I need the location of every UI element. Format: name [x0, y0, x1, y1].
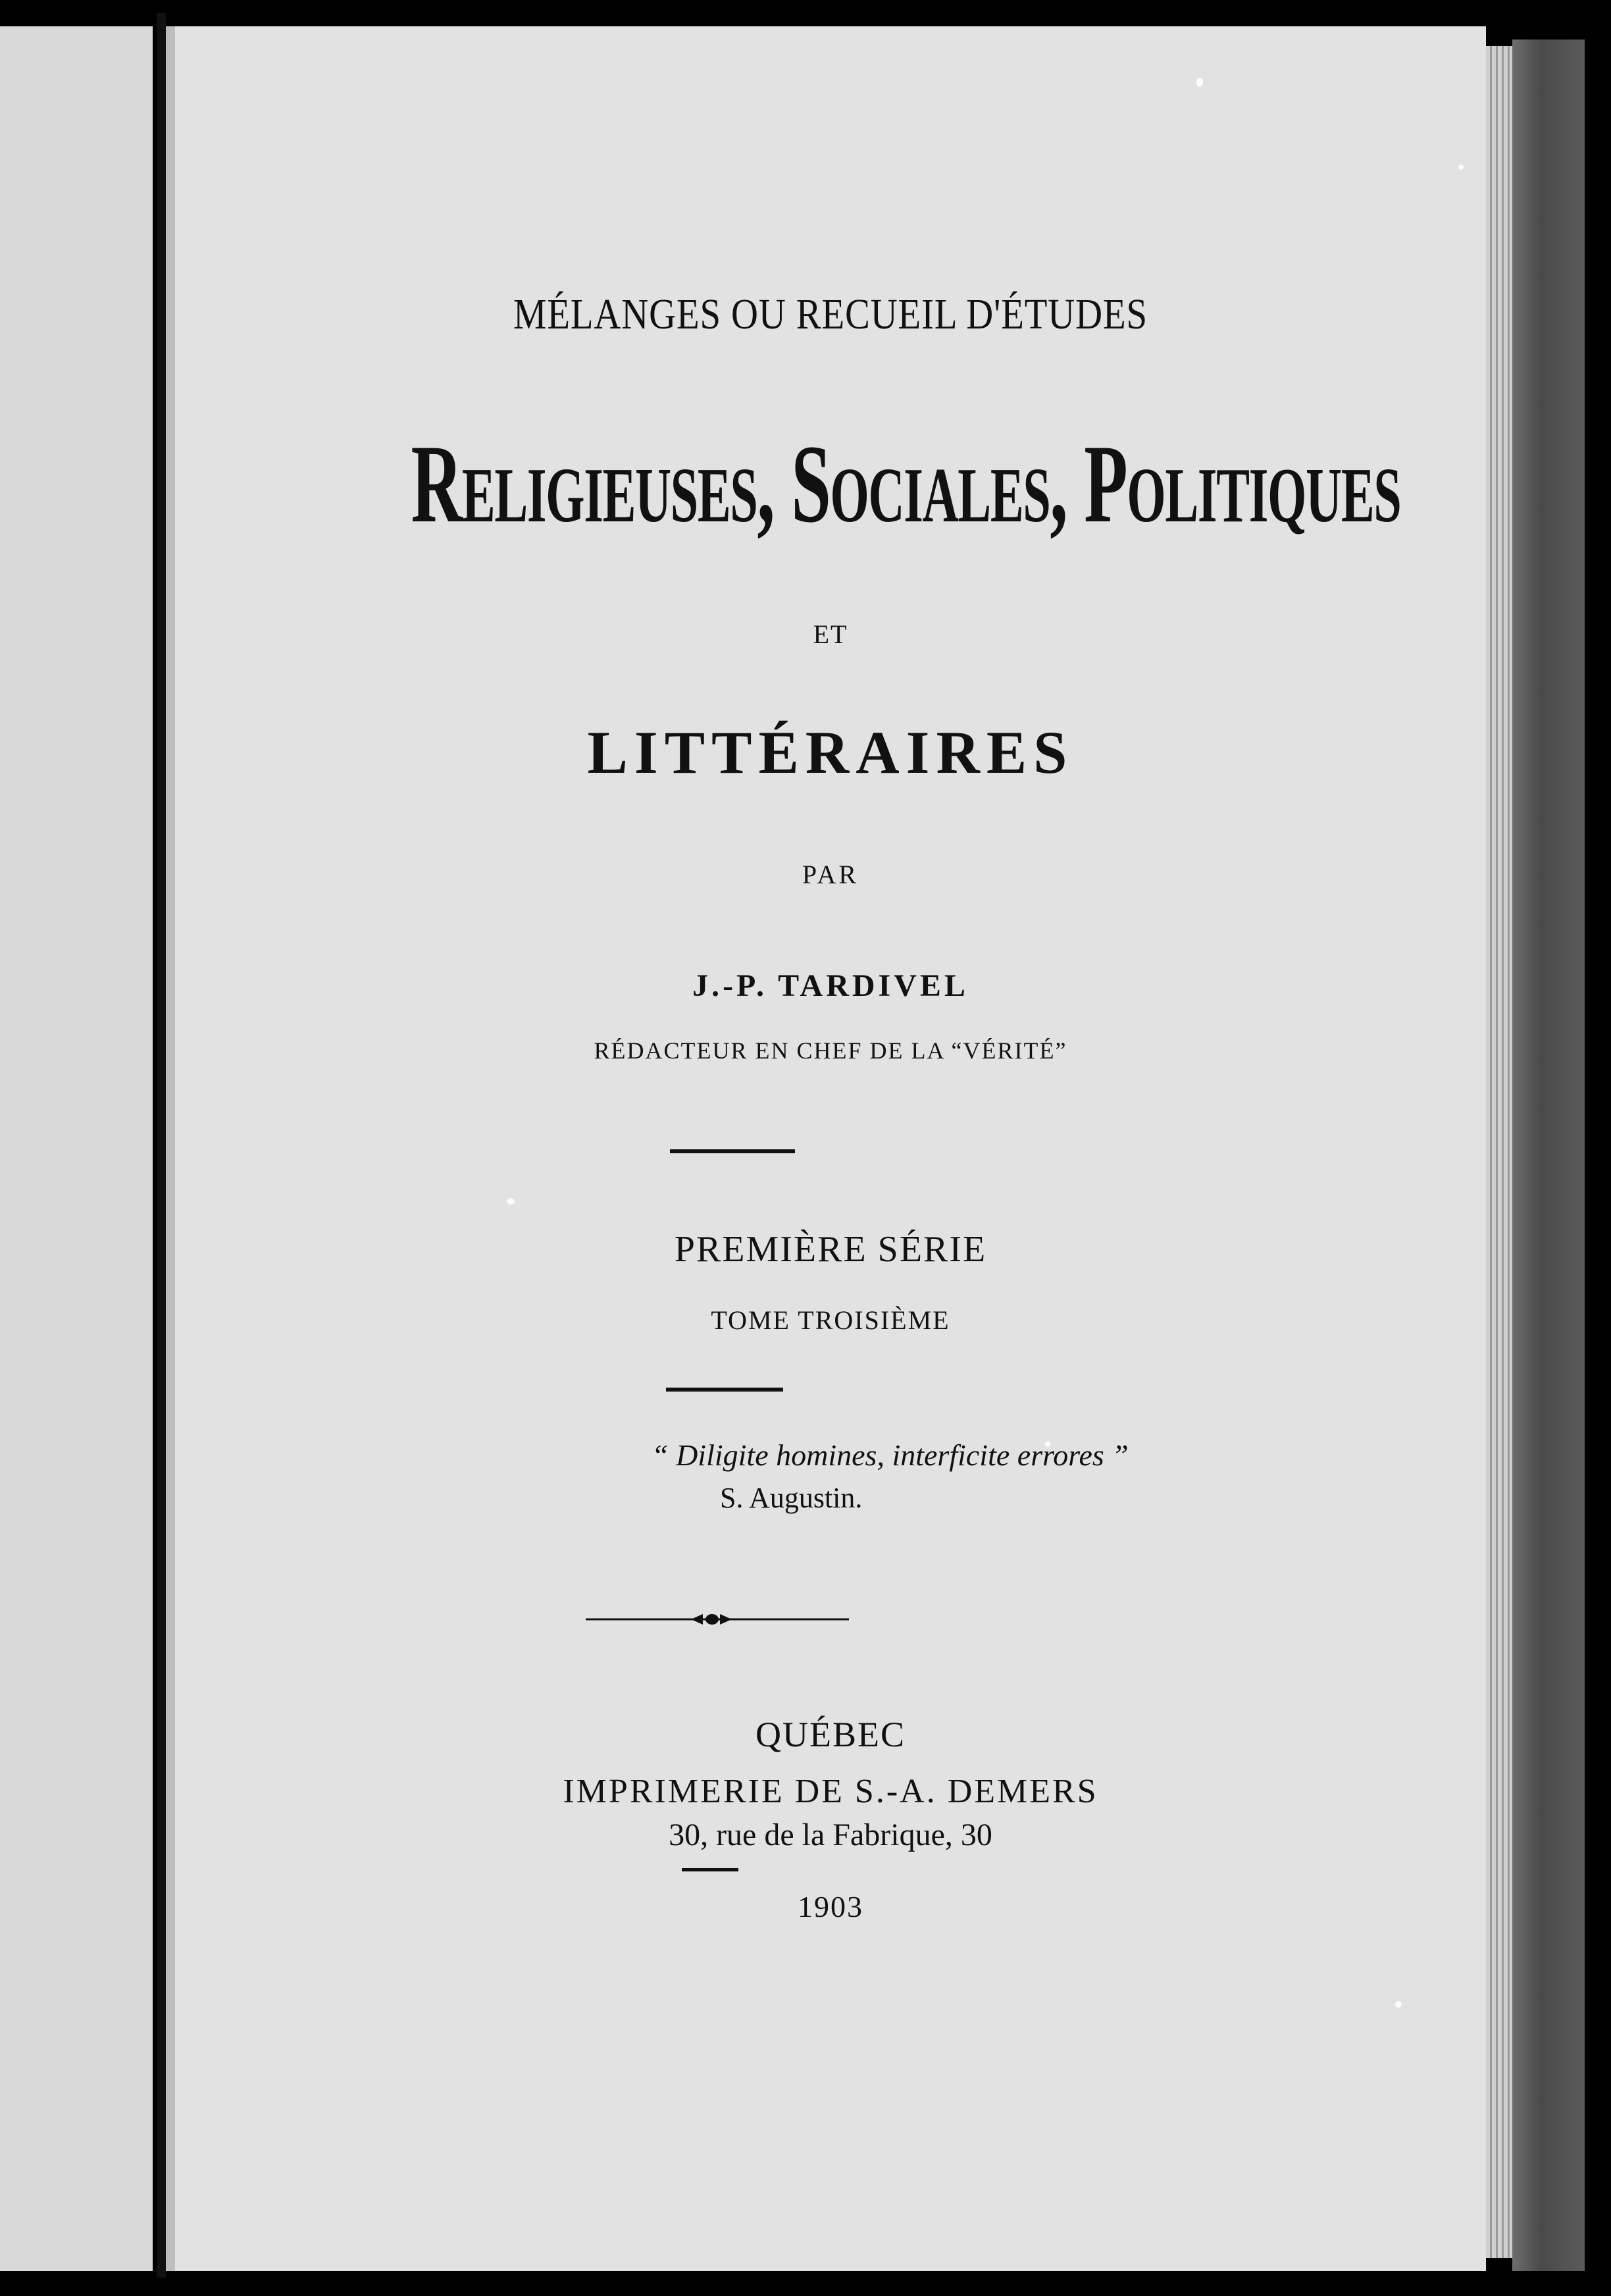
gutter-strip	[166, 26, 175, 2271]
book-cover-edge	[1512, 39, 1585, 2271]
title-conjunction: ET	[813, 619, 848, 649]
divider-rule	[682, 1868, 738, 1871]
imprint-year: 1903	[798, 1890, 863, 1923]
epigraph-source: S. Augustin.	[720, 1482, 863, 1514]
title-page	[175, 26, 1486, 2271]
divider-rule	[666, 1388, 783, 1392]
epigraph: “ Diligite homines, interficite errores ”	[652, 1438, 1129, 1472]
divider-rule	[670, 1149, 795, 1153]
author-role: RÉDACTEUR EN CHEF DE LA “VÉRITÉ”	[594, 1037, 1067, 1064]
series-label: PREMIÈRE SÉRIE	[674, 1229, 987, 1270]
title-line-1: MÉLANGES OU RECUEIL D'ÉTUDES	[513, 290, 1148, 338]
gutter-line	[157, 13, 166, 2278]
scan-speck	[507, 1198, 515, 1205]
imprint-printer: IMPRIMERIE DE S.-A. DEMERS	[563, 1773, 1098, 1810]
facing-page	[0, 26, 153, 2271]
ornament-rule	[586, 1606, 849, 1632]
imprint-address: 30, rue de la Fabrique, 30	[669, 1817, 992, 1852]
by-label: PAR	[802, 860, 859, 889]
author-name: J.-P. TARDIVEL	[692, 968, 969, 1003]
page-edges	[1486, 46, 1512, 2258]
volume-label: TOME TROISIÈME	[711, 1305, 950, 1335]
imprint-city: QUÉBEC	[755, 1715, 906, 1754]
scan-speck	[1196, 78, 1203, 87]
title-main: Religieuses, Sociales, Politiques	[411, 422, 1401, 546]
scan-speck	[1395, 2001, 1402, 2008]
title-line-4: LITTÉRAIRES	[587, 719, 1074, 786]
scan-speck	[1458, 165, 1464, 170]
